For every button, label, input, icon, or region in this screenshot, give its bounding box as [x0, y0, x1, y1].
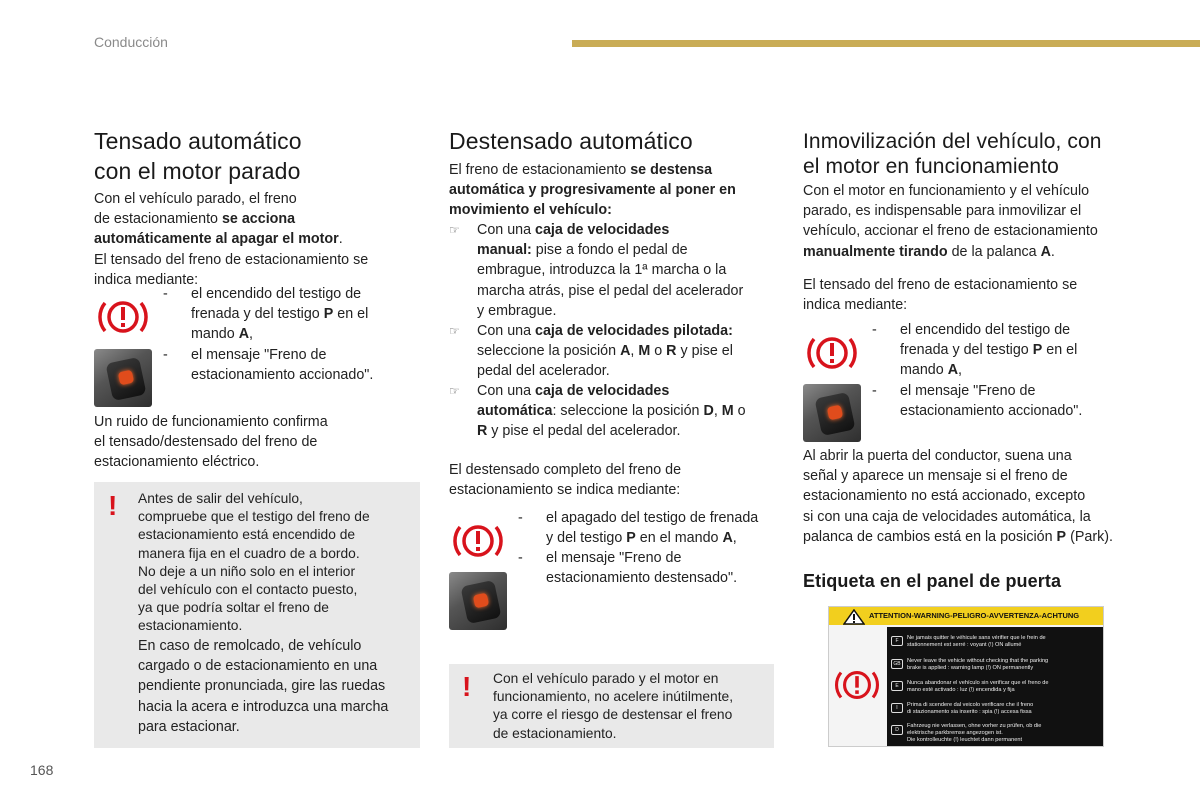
- brake-warning-icon: [833, 661, 881, 709]
- col3-title: Inmovilización del vehículo, con el motor en funcionamiento: [803, 130, 1102, 178]
- flag-icon: E: [891, 681, 903, 691]
- warning-triangle-icon: [843, 609, 865, 625]
- hand-pointer-icon: ☞: [449, 384, 460, 398]
- label-text-panel: F GB E I D Ne jamais quitter le véhicule sans vérifier que le frein de stationnement est serré : voyant (!) ON allumé Never leave the vehicle without checking that the parking brake is applied : warning lamp (!) ON permanently Nunca abandonar el vehículo sin verificar que el freno de mano esté activado : luz (!) encendida y fija Prima di scendere dal veicolo verificare che il freno di stazionamento sia inserito : spia (!) accesa fissa Fahrzeug nie verlassen, ohne vorher zu prüfen, ob die elektrische parkbremse angezogen ist. Die kontrolleuchte (!) leuchtet dann permanent: [887, 627, 1103, 746]
- flag-icon: F: [891, 636, 903, 646]
- section-label: Conducción: [94, 34, 168, 50]
- brake-warning-icon: [96, 290, 150, 344]
- parking-brake-switch-image: [94, 349, 152, 407]
- col2-warning-text: Con el vehículo parado y el motor en funcionamiento, no acelere inútilmente, ya corre el riesgo de destensar el freno de estacionamiento.: [493, 671, 734, 741]
- col3-indicated-text: El tensado del freno de estacionamiento se indica mediante:: [803, 277, 1078, 314]
- col1-noise-text: Un ruido de funcionamiento confirma el tensado/destensado del freno de estacionamiento eléctrico.: [94, 414, 328, 471]
- col2-title: Destensado automático: [449, 128, 693, 154]
- col1-intro: Con el vehículo parado, el freno de estacionamiento se acciona automáticamente al apagar el motor. El tensado del freno de estacionamiento se indica mediante:: [94, 191, 369, 288]
- brake-warning-icon: [805, 326, 859, 380]
- col2-intro: El freno de estacionamiento se destensa automática y progresivamente al poner en movimiento el vehículo:: [449, 162, 736, 219]
- parking-brake-switch-image: [449, 572, 507, 630]
- label-header: ATTENTION-WARNING-PELIGRO-AVVERTENZA-ACHTUNG: [829, 607, 1103, 625]
- col1-warning-text-2: En caso de remolcado, de vehículo cargado o de estacionamiento en una pendiente pronunciada, gire las ruedas hacia la acera e introduzca una marcha para estacionar.: [138, 638, 389, 735]
- warning-exclamation-icon: !: [462, 671, 472, 702]
- col2-warning-box: [449, 664, 774, 748]
- hand-pointer-icon: ☞: [449, 223, 460, 237]
- page-number: 168: [30, 762, 54, 778]
- col1-warning-box: [94, 482, 420, 748]
- flag-icon: GB: [891, 659, 903, 669]
- col1-title-line1: Tensado automático: [94, 128, 302, 154]
- flag-icon: D: [891, 725, 903, 735]
- door-panel-label-image: [828, 606, 1104, 747]
- brake-warning-icon: [451, 514, 505, 568]
- col1-title: [94, 126, 302, 186]
- flag-icon: I: [891, 703, 903, 713]
- col2-complete-text: El destensado completo del freno de estacionamiento se indica mediante:: [449, 462, 682, 499]
- col3-label-title: Etiqueta en el panel de puerta: [803, 571, 1062, 591]
- col1-title-line2: con el motor parado: [94, 158, 301, 184]
- hand-pointer-icon: ☞: [449, 324, 460, 338]
- parking-brake-switch-image: [803, 384, 861, 442]
- col3-door-text: Al abrir la puerta del conductor, suena una señal y aparece un mensaje si el freno de estacionamiento no está accionado, excepto si con una caja de velocidades automática, la palanca de cambios está en la posición P (Park).: [803, 448, 1113, 545]
- col3-intro: Con el motor en funcionamiento y el vehículo parado, es indispensable para inmovilizar el vehículo, accionar el freno de estacionamiento manualmente tirando de la palanca A.: [803, 183, 1098, 260]
- warning-exclamation-icon: !: [108, 490, 118, 521]
- col1-warning-text: Antes de salir del vehículo, compruebe que el testigo del freno de estacionamiento está encendido de manera fija en el cuadro de a bordo. No deje a un niño solo en el interior del vehículo con el contacto puesto, ya que podría soltar el freno de estacionamiento.: [138, 491, 370, 634]
- header-accent-bar: [572, 40, 1200, 47]
